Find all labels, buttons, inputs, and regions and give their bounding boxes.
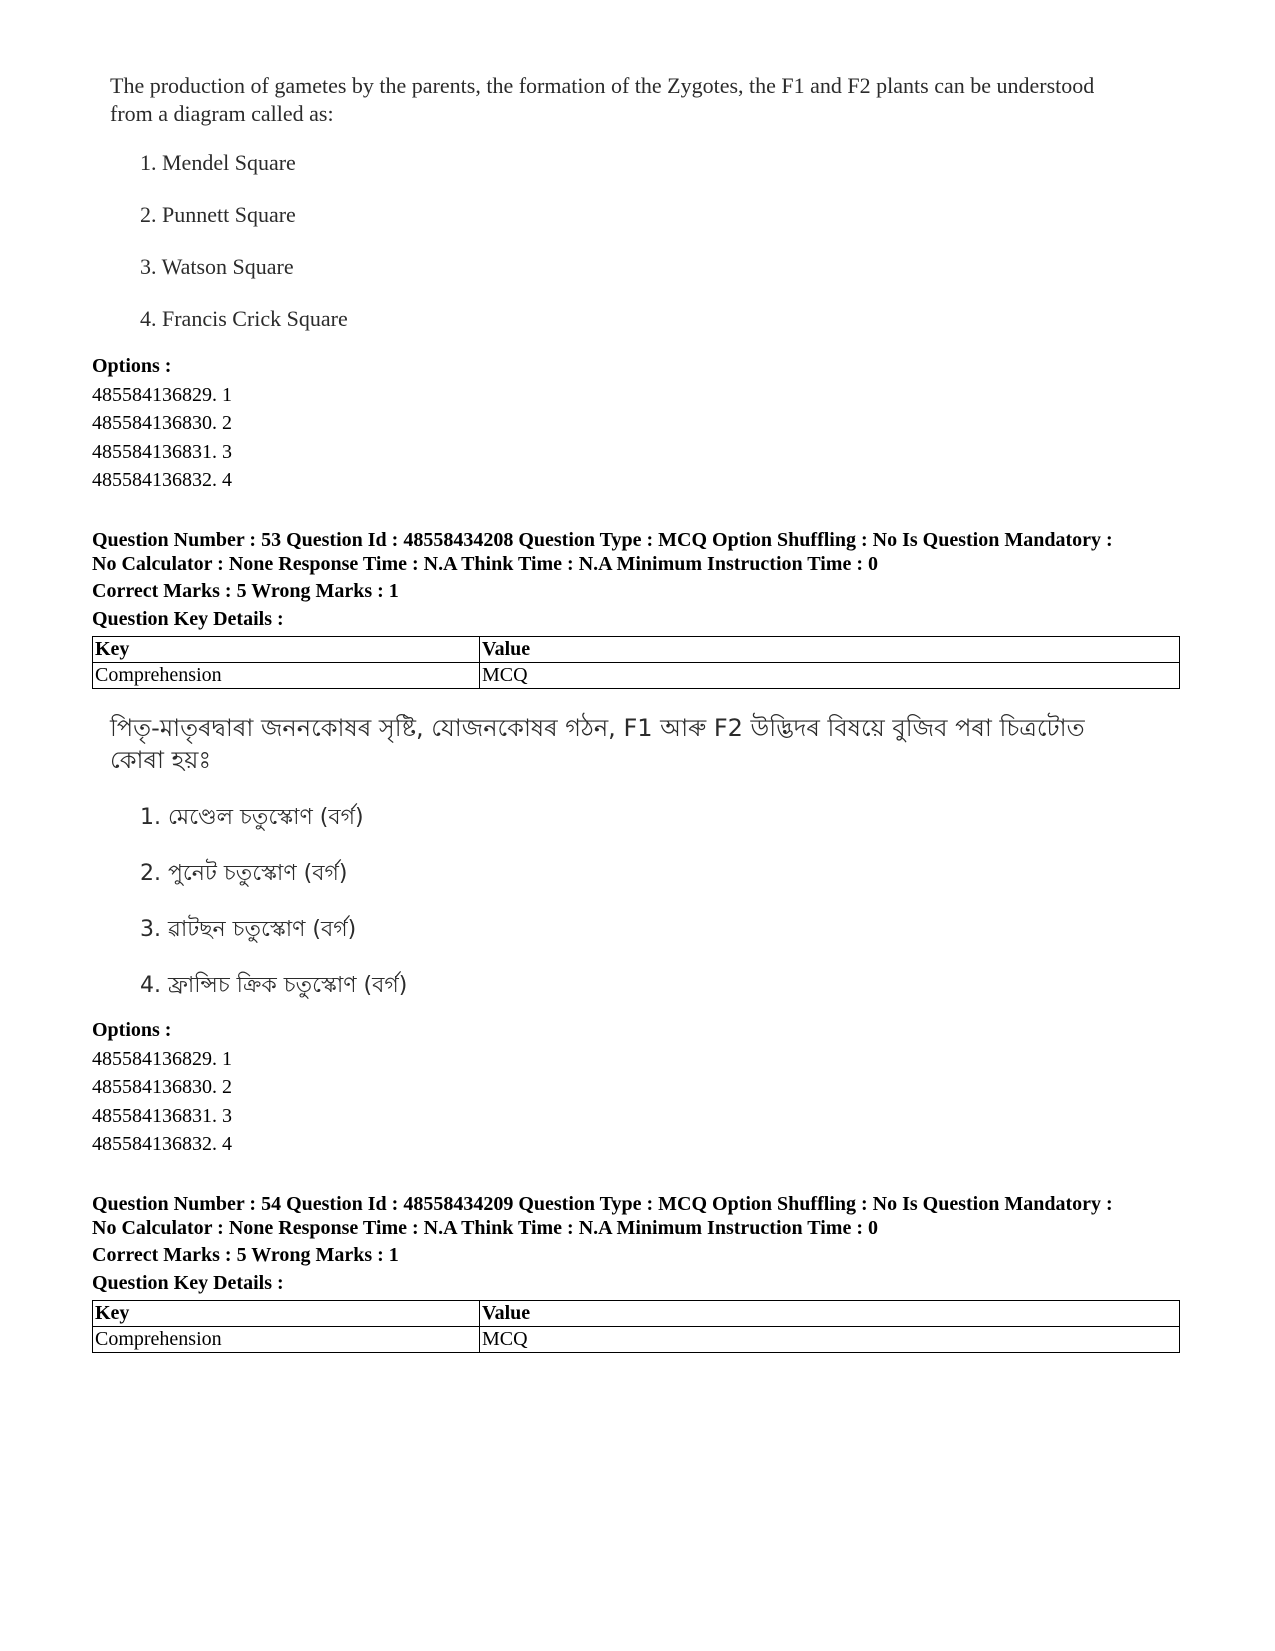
option-item: 485584136832. 4 — [92, 1133, 232, 1155]
option-item: 485584136830. 2 — [92, 412, 232, 434]
question-meta-line: No Calculator : None Response Time : N.A Think Time : N.A Minimum Instruction Time : 0 — [92, 553, 878, 575]
table-header-cell: Value — [480, 1301, 1180, 1327]
choice-item: 4. Francis Crick Square — [140, 306, 348, 331]
choice-item: 3. ৱাটছন চতুস্কোণ (বৰ্গ) — [140, 917, 357, 942]
options-title: Options : — [92, 355, 172, 377]
choice-item: 2. পুনেট চতুস্কোণ (বৰ্গ) — [140, 861, 348, 886]
option-item: 485584136830. 2 — [92, 1076, 232, 1098]
choice-item: 4. ফ্ৰান্সিচ ক্ৰিক চতুস্কোণ (বৰ্গ) — [140, 973, 408, 998]
choice-item: 1. মেণ্ডেল চতুস্কোণ (বৰ্গ) — [140, 805, 364, 830]
marks-line: Correct Marks : 5 Wrong Marks : 1 — [92, 1244, 399, 1266]
key-details-title: Question Key Details : — [92, 1272, 284, 1294]
options-block — [92, 1016, 232, 1159]
key-details-table — [92, 1300, 1180, 1353]
key-details-table — [92, 636, 1180, 689]
option-item: 485584136829. 1 — [92, 1047, 232, 1070]
table-header-cell: Key — [93, 637, 480, 663]
options-block — [92, 352, 232, 495]
table-cell: Comprehension — [93, 663, 480, 689]
question-image-english — [110, 72, 1140, 331]
question-meta-line: Question Number : 53 Question Id : 48558434208 Question Type : MCQ Option Shuffling : No Is Question Mandatory : — [92, 529, 1113, 551]
key-details-title: Question Key Details : — [92, 608, 284, 630]
question-stem-line: পিতৃ-মাতৃৰদ্বাৰা জননকোষৰ সৃষ্টি, যোজনকোষৰ গঠন, F1 আৰু F2 উদ্ভিদৰ বিষয়ে বুজিব পৰা চিত্ৰটোত — [110, 714, 1085, 742]
choice-item: 3. Watson Square — [140, 254, 294, 279]
table-cell: Comprehension — [93, 1327, 480, 1353]
table-header-cell: Key — [93, 1301, 480, 1327]
option-item: 485584136829. 1 — [92, 383, 232, 406]
options-title: Options : — [92, 1019, 172, 1041]
table-header-row — [93, 1301, 1180, 1327]
option-item: 485584136832. 4 — [92, 469, 232, 491]
table-row — [93, 1327, 1180, 1353]
option-item: 485584136831. 3 — [92, 440, 232, 463]
question-meta-line: Question Number : 54 Question Id : 48558434209 Question Type : MCQ Option Shuffling : No Is Question Mandatory : — [92, 1193, 1113, 1215]
question-meta-line: No Calculator : None Response Time : N.A Think Time : N.A Minimum Instruction Time : 0 — [92, 1217, 878, 1239]
table-cell: MCQ — [480, 663, 1180, 689]
question-image-assamese — [110, 712, 1140, 998]
table-header-row — [93, 637, 1180, 663]
question-meta — [92, 1192, 1212, 1240]
table-cell: MCQ — [480, 1327, 1180, 1353]
choice-item: 2. Punnett Square — [140, 202, 296, 227]
option-item: 485584136831. 3 — [92, 1104, 232, 1127]
question-stem: The production of gametes by the parents, the formation of the Zygotes, the F1 and F2 plants can be understood from a diagram called as: — [110, 73, 1095, 126]
question-meta — [92, 528, 1212, 576]
question-stem-line: কোৰা হয়ঃ — [110, 746, 212, 774]
choice-item: 1. Mendel Square — [140, 150, 296, 175]
table-header-cell: Value — [480, 637, 1180, 663]
table-row — [93, 663, 1180, 689]
marks-line: Correct Marks : 5 Wrong Marks : 1 — [92, 580, 399, 602]
